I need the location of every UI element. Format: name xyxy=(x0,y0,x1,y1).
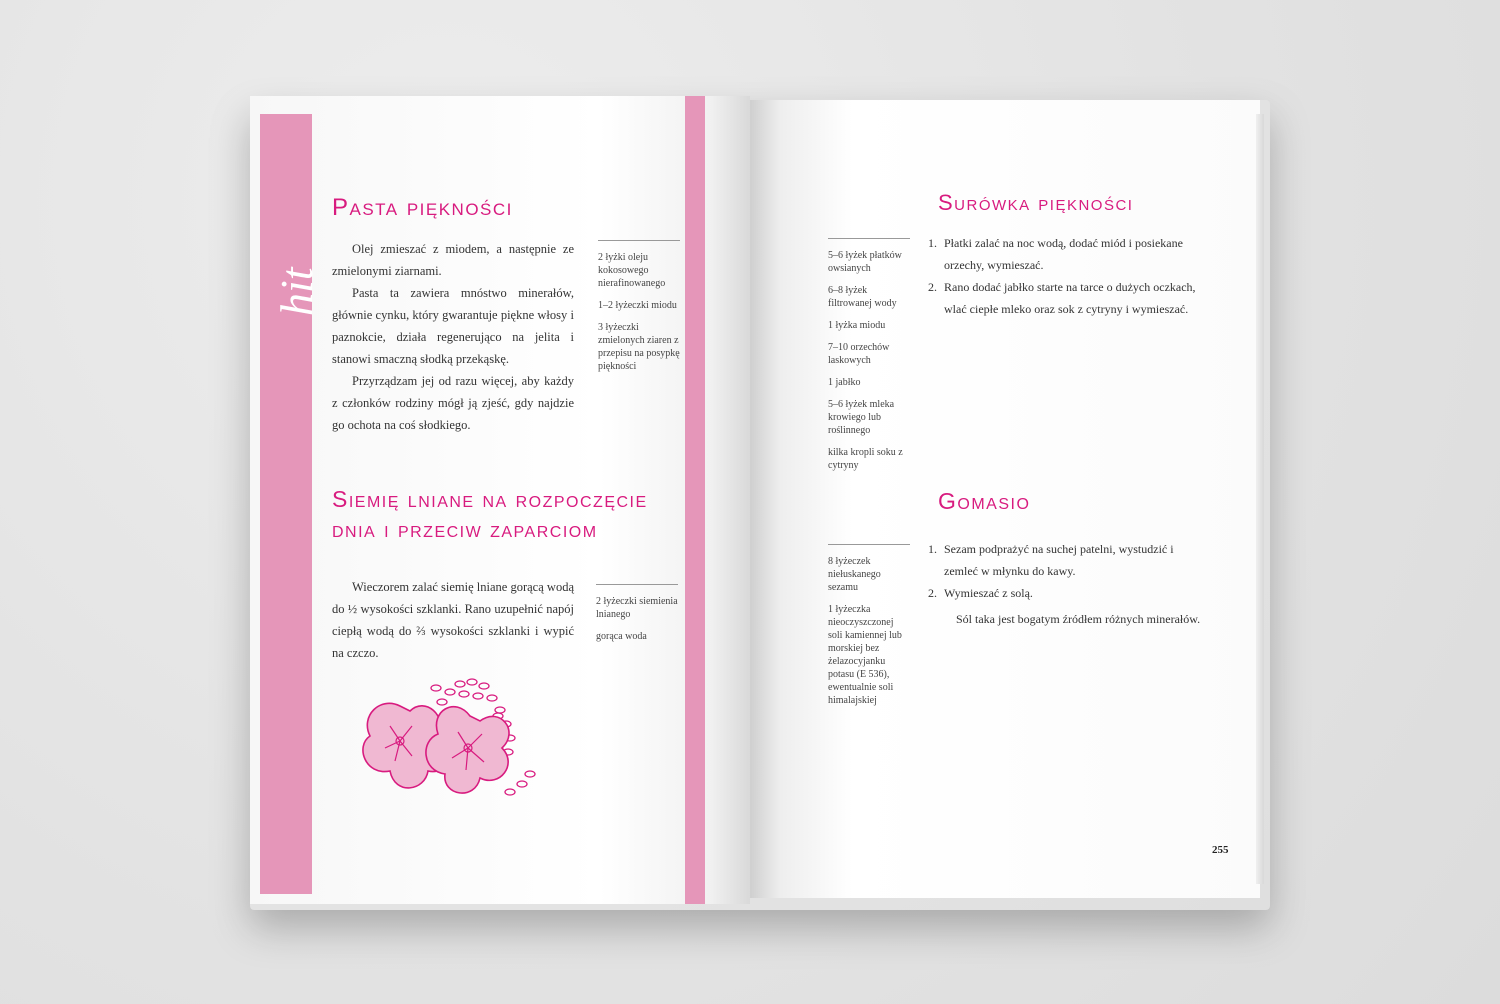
title-line: dnia i przeciw zaparciom xyxy=(332,516,598,542)
steps-list xyxy=(922,538,1202,604)
ingredient-item: 6–8 łyżek filtrowanej wody xyxy=(828,285,897,309)
paragraph: Olej zmieszać z miodem, a następnie ze zmielonymi ziarnami. xyxy=(332,242,574,278)
paragraph: Pasta ta zawiera mnóstwo minerałów, głównie cynku, który gwarantuje piękne włosy i paznokcie, działa regenerująco na jelita i stanowi smaczną słodką przekąskę. xyxy=(332,286,574,366)
recipe-body xyxy=(332,576,574,664)
ingredient-item: 5–6 łyżek mleka krowiego lub roślinnego xyxy=(828,399,895,436)
recipe-title xyxy=(332,484,648,544)
step-item: 2. Wymieszać z solą. xyxy=(940,582,1202,604)
title-line: Siemię lniane na rozpoczęcie xyxy=(332,486,648,512)
left-page xyxy=(250,96,750,904)
flower-illustration xyxy=(350,666,550,846)
right-page xyxy=(750,100,1260,898)
ingredients-list xyxy=(596,584,678,652)
ingredients-list xyxy=(828,238,910,481)
ingredient-item: 1 łyżeczka nieoczyszczonej soli kamiennej lub morskiej bez żelazocyjanku potasu (E 536), ewentualnie soli himalajskiej xyxy=(828,604,902,706)
step-item: 1. Płatki zalać na noc wodą, dodać miód i posiekane orzechy, wymieszać. xyxy=(940,232,1202,276)
ingredient-item: 7–10 orzechów laskowych xyxy=(828,342,890,366)
paragraph: Przyrządzam jej od razu więcej, aby każdy z członków rodziny mógł ją zjeść, gdy najdzie go ochota na coś słodkiego. xyxy=(332,374,574,432)
ingredient-item: 2 łyżki oleju kokosowego nierafinowanego xyxy=(598,252,666,289)
recipe-note: Sól taka jest bogatym źródłem różnych minerałów. xyxy=(956,612,1201,626)
side-label: hit xyxy=(271,267,322,316)
ingredients-list xyxy=(598,240,680,382)
ingredient-item: 1 jabłko xyxy=(828,377,861,388)
ingredient-item: kilka kropli soku z cytryny xyxy=(828,447,903,471)
step-item: 2. Rano dodać jabłko starte na tarce o dużych oczkach, wlać ciepłe mleko oraz sok z cytryny i wymieszać. xyxy=(940,276,1202,320)
ingredient-item: 8 łyżeczek niełuskanego sezamu xyxy=(828,556,881,593)
ingredient-item: 2 łyżeczki siemienia lnianego xyxy=(596,596,678,620)
ingredient-item: 5–6 łyżek płatków owsianych xyxy=(828,250,902,274)
ingredient-item: 1 łyżka miodu xyxy=(828,320,886,331)
page-number: 255 xyxy=(1212,844,1229,856)
ingredient-item: gorąca woda xyxy=(596,631,647,642)
recipe-title: Pasta piękności xyxy=(332,194,513,221)
page-edge xyxy=(1256,114,1264,884)
ingredient-item: 3 łyżeczki zmielonych ziaren z przepisu na posypkę piękności xyxy=(598,322,680,372)
paragraph: Wieczorem zalać siemię lniane gorącą wodą do ½ wysokości szklanki. Rano uzupełnić napój ciepłą wodą do ⅔ wysokości szklanki i wypić na czczo. xyxy=(332,580,574,660)
recipe-body xyxy=(332,238,574,436)
ingredients-list xyxy=(828,544,910,716)
gutter-strip xyxy=(685,96,705,904)
steps-list xyxy=(922,232,1202,320)
ingredient-item: 1–2 łyżeczki miodu xyxy=(598,300,677,311)
step-item: 1. Sezam podprażyć na suchej patelni, wystudzić i zemleć w młynku do kawy. xyxy=(940,538,1202,582)
recipe-title: Gomasio xyxy=(938,488,1031,514)
recipe-title: Surówka piękności xyxy=(938,190,1134,215)
